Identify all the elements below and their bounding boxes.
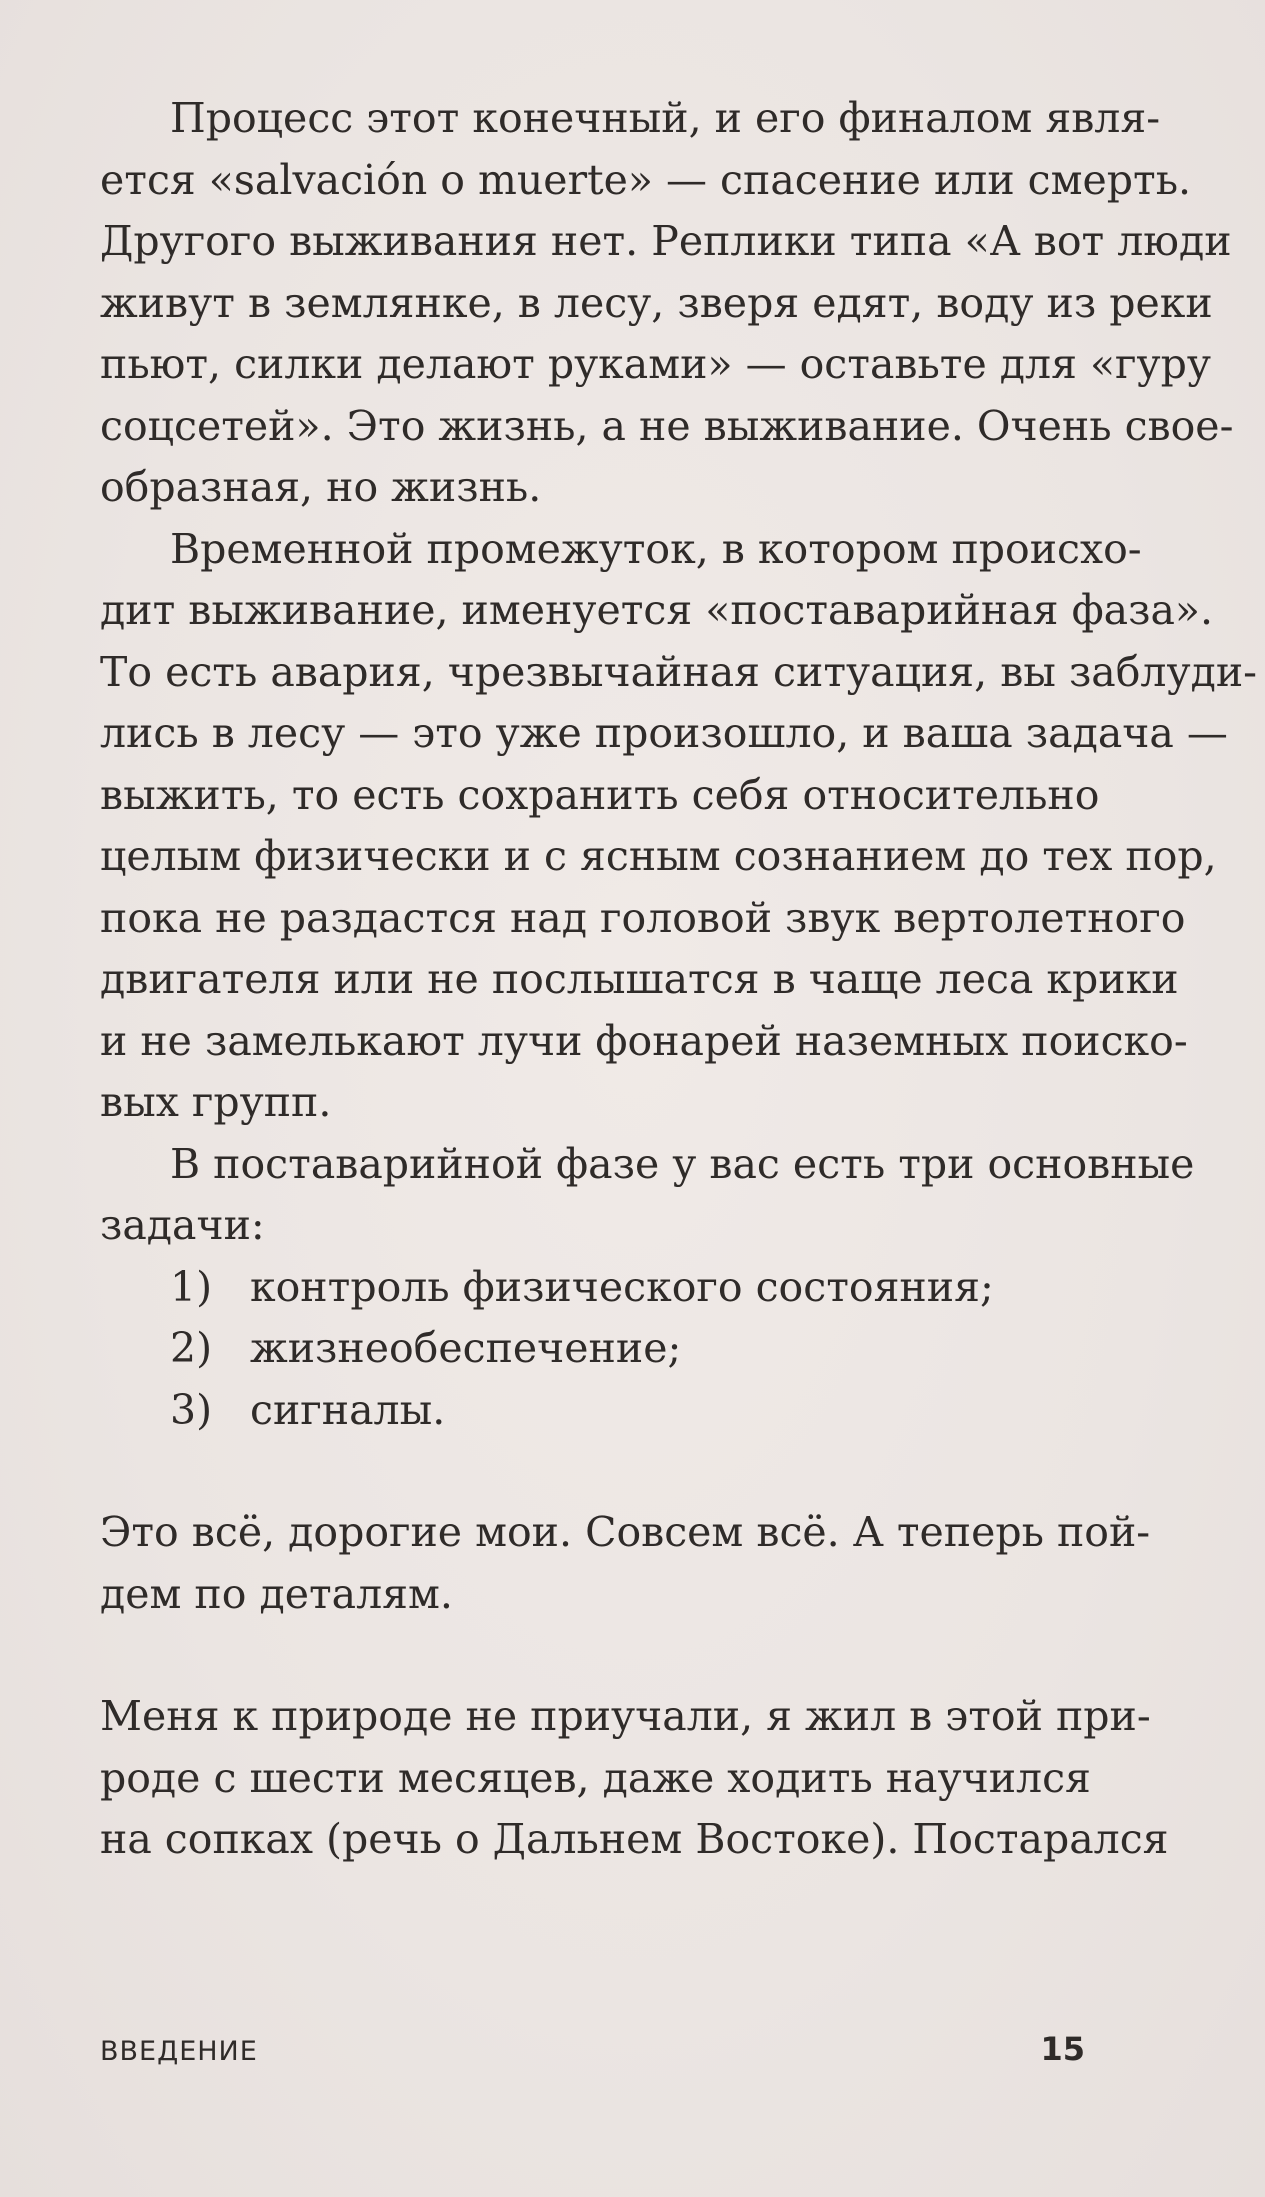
text-line: Временной промежуток, в котором происхо- bbox=[170, 524, 1142, 573]
section-gap bbox=[100, 1441, 1085, 1502]
text-line: роде с шести месяцев, даже ходить научился bbox=[100, 1753, 1091, 1802]
text-line: образная, но жизнь. bbox=[100, 463, 542, 511]
text-line: Процесс этот конечный, и его финалом явля- bbox=[170, 94, 1161, 142]
text-line: на сопках (речь о Дальнем Востоке). Постарался bbox=[100, 1815, 1169, 1863]
page-number: 15 bbox=[1040, 2030, 1085, 2068]
text-line: Другого выживания нет. Реплики типа «А вот люди bbox=[100, 217, 1232, 265]
paragraph-1 bbox=[100, 88, 1234, 519]
section-gap bbox=[100, 1625, 1085, 1686]
text-line: Это всё, дорогие мои. Совсем всё. А теперь пой- bbox=[100, 1508, 1151, 1556]
text-line: выжить, то есть сохранить себя относительно bbox=[100, 770, 1100, 819]
text-line: двигателя или не послышатся в чаще леса крики bbox=[100, 955, 1179, 1003]
text-line: целым физически и с ясным сознанием до тех пор, bbox=[100, 832, 1217, 880]
list-number: 1) bbox=[170, 1262, 213, 1311]
text-line: В поставарийной фазе у вас есть три основные bbox=[170, 1139, 1195, 1188]
text-line: лись в лесу — это уже произошло, и ваша задача — bbox=[100, 709, 1228, 757]
text-line: вых групп. bbox=[100, 1078, 332, 1126]
text-line: соцсетей». Это жизнь, а не выживание. Очень свое- bbox=[100, 401, 1234, 450]
body-text bbox=[100, 88, 1258, 1871]
list-number: 2) bbox=[170, 1324, 213, 1372]
paragraph-5 bbox=[100, 1686, 1169, 1871]
list-number: 3) bbox=[170, 1385, 213, 1434]
list-text: сигналы. bbox=[250, 1385, 446, 1434]
text-line: и не замелькают лучи фонарей наземных поиско- bbox=[100, 1016, 1188, 1065]
text-line: пока не раздастся над головой звук вертолетного bbox=[100, 893, 1186, 942]
text-line: Меня к природе не приучали, я жил в этой при- bbox=[100, 1692, 1151, 1740]
task-list bbox=[100, 1257, 1085, 1442]
list-text: жизнеобеспечение; bbox=[250, 1324, 682, 1372]
running-footer-section: ВВЕДЕНИЕ bbox=[100, 2036, 258, 2067]
list-item bbox=[100, 1257, 1085, 1319]
text-line: живут в землянке, в лесу, зверя едят, воду из реки bbox=[100, 278, 1213, 327]
text-line: пьют, силки делают руками» — оставьте для «гуру bbox=[100, 340, 1212, 388]
list-text: контроль физического состояния; bbox=[250, 1262, 994, 1311]
text-line: дем по деталям. bbox=[100, 1569, 453, 1618]
paragraph-2 bbox=[100, 519, 1258, 1134]
list-item bbox=[100, 1318, 1085, 1380]
text-line: задачи: bbox=[100, 1201, 265, 1249]
text-line: То есть авария, чрезвычайная ситуация, вы заблуди- bbox=[100, 647, 1258, 696]
paragraph-3 bbox=[100, 1134, 1195, 1257]
text-line: ется «salvación o muerte» — спасение или смерть. bbox=[100, 155, 1192, 204]
list-item bbox=[100, 1380, 1085, 1442]
text-line: дит выживание, именуется «поставарийная фаза». bbox=[100, 586, 1214, 634]
paragraph-4 bbox=[100, 1502, 1151, 1625]
